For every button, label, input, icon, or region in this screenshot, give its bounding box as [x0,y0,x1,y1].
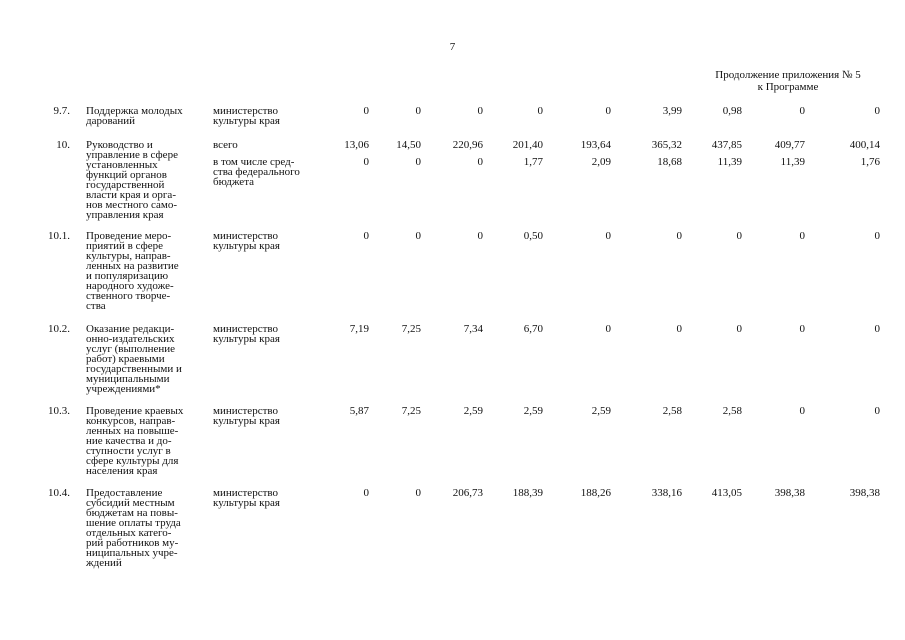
funding-value: 0 [736,230,742,242]
funding-value: 0 [676,230,682,242]
funding-value: 188,39 [512,487,543,499]
funding-value: 0 [874,323,880,335]
funding-value: 3,99 [662,105,682,117]
measure-name-line: установленных [86,159,158,171]
funding-value: 220,96 [452,139,483,151]
funding-value: 11,39 [780,156,805,168]
measure-name-line: приятий в сфере [86,240,164,252]
funding-value: 0 [477,156,483,168]
funding-value: 413,05 [711,487,742,499]
measure-name-line: учреждениями* [86,383,161,395]
funding-value: 206,73 [452,487,483,499]
funding-value: 0 [799,405,805,417]
funding-value: 398,38 [774,487,805,499]
measure-name-line: Проведение меро- [86,230,172,242]
funding-value: 365,32 [651,139,682,151]
executor-line: министерство [213,105,279,117]
measure-name-line: бюджетам на повы- [86,507,178,519]
measure-name-line: Проведение краевых [86,405,184,417]
measure-name-line: работ) краевыми [86,353,165,365]
funding-value: 1,76 [860,156,880,168]
funding-value: 0 [477,105,483,117]
measure-name-line: ственного творче- [86,290,171,302]
measure-name [86,406,208,476]
measure-name-line: населения края [86,465,158,477]
measure-name-line: народного художе- [86,280,174,292]
executor-line: культуры края [213,497,280,509]
funding-value: 2,59 [591,405,611,417]
page-number: 7 [449,41,456,53]
funding-value: 0 [736,323,742,335]
funding-value: 400,14 [849,139,880,151]
measure-name-line: Руководство и [86,139,153,151]
measure-name [86,106,208,126]
row-number: 9.7. [53,105,70,117]
measure-name [86,140,208,220]
funding-value: 2,09 [591,156,611,168]
measure-name-line: отдельных катего- [86,527,172,539]
funding-value: 0 [363,105,369,117]
executor-line: министерство [213,405,279,417]
funding-value: 0 [537,105,543,117]
executor-line: культуры края [213,115,280,127]
measure-name-line: ние качества и до- [86,435,172,447]
row-number: 10.2. [48,323,70,335]
row-number: 10.1. [48,230,70,242]
funding-value: 0,98 [722,105,742,117]
funding-value: 2,58 [662,405,682,417]
measure-name-line: Предоставление [86,487,163,499]
funding-value: 0 [799,230,805,242]
funding-value: 0 [415,156,421,168]
funding-value: 18,68 [657,156,682,168]
funding-value: 0 [363,230,369,242]
funding-value: 437,85 [711,139,742,151]
funding-value: 7,25 [401,405,421,417]
funding-value: 7,25 [401,323,421,335]
measure-name-line: муниципальными [86,373,170,385]
executor-line: культуры края [213,240,280,252]
measure-name-line: ленных на повыше- [86,425,179,437]
executor-line: министерство [213,230,279,242]
executor-line: министерство [213,323,279,335]
measure-name-line: ступности услуг в [86,445,171,457]
executor-line: в том числе сред- [213,156,295,168]
measure-name-line: ждений [86,557,122,569]
funding-value: 0 [874,105,880,117]
funding-value: 0 [415,105,421,117]
funding-value: 0 [605,230,611,242]
measure-name-line: управление в сфере [86,149,178,161]
measure-name-line: и популяризацию [86,270,169,282]
funding-value: 188,26 [580,487,611,499]
row-number: 10.3. [48,405,70,417]
measure-name-line: государственными и [86,363,182,375]
funding-value: 0 [477,230,483,242]
funding-value: 0,50 [523,230,543,242]
funding-value: 7,34 [463,323,483,335]
measure-name-line: шение оплаты труда [86,517,181,529]
funding-value: 409,77 [774,139,805,151]
funding-value: 7,19 [349,323,369,335]
measure-name-line: Оказание редакци- [86,323,175,335]
appendix-note-line: к Программе [757,81,819,93]
measure-name-line: дарований [86,115,136,127]
measure-name-line: культуры, направ- [86,250,171,262]
funding-value: 193,64 [580,139,611,151]
appendix-note [678,69,898,93]
funding-value: 2,58 [722,405,742,417]
measure-name [86,324,208,394]
measure-name-line: рий работников му- [86,537,179,549]
measure-name-line: Поддержка молодых [86,105,183,117]
funding-value: 201,40 [512,139,543,151]
measure-name [86,231,208,311]
funding-value: 2,59 [463,405,483,417]
appendix-note-line: Продолжение приложения № 5 [715,69,861,81]
measure-name-line: субсидий местным [86,497,175,509]
funding-value: 0 [415,230,421,242]
measure-name [86,488,208,568]
funding-value: 338,16 [651,487,682,499]
funding-value: 0 [874,230,880,242]
measure-name-line: власти края и орга- [86,189,176,201]
executor-line: министерство [213,487,279,499]
measure-name-line: функций органов [86,169,167,181]
funding-value: 1,77 [523,156,543,168]
measure-name-line: ства [86,300,106,312]
funding-value: 0 [605,105,611,117]
measure-name-line: онно-издательских [86,333,175,345]
row-number: 10. [56,139,70,151]
funding-value: 13,06 [344,139,369,151]
funding-value: 14,50 [396,139,421,151]
measure-name-line: государственной [86,179,165,191]
measure-name-line: ниципальных учре- [86,547,178,559]
executor-line: культуры края [213,415,280,427]
row-number: 10.4. [48,487,70,499]
funding-value: 2,59 [523,405,543,417]
measure-name-line: конкурсов, направ- [86,415,176,427]
funding-value: 0 [605,323,611,335]
measure-name-line: услуг (выполнение [86,343,176,355]
funding-value: 0 [676,323,682,335]
executor-line: бюджета [213,176,255,188]
measure-name-line: сфере культуры для [86,455,179,467]
funding-value: 0 [415,487,421,499]
funding-value: 0 [799,105,805,117]
funding-value: 0 [874,405,880,417]
funding-value: 5,87 [349,405,369,417]
funding-value: 398,38 [849,487,880,499]
funding-value: 0 [363,487,369,499]
executor-line: ства федерального [213,166,300,178]
funding-value: 11,39 [717,156,742,168]
funding-value: 6,70 [523,323,543,335]
funding-value: 0 [363,156,369,168]
measure-name-line: ленных на развитие [86,260,179,272]
executor-line: культуры края [213,333,280,345]
measure-name-line: управления края [86,209,164,221]
funding-value: 0 [799,323,805,335]
measure-name-line: нов местного само- [86,199,178,211]
executor-line: всего [213,139,238,151]
